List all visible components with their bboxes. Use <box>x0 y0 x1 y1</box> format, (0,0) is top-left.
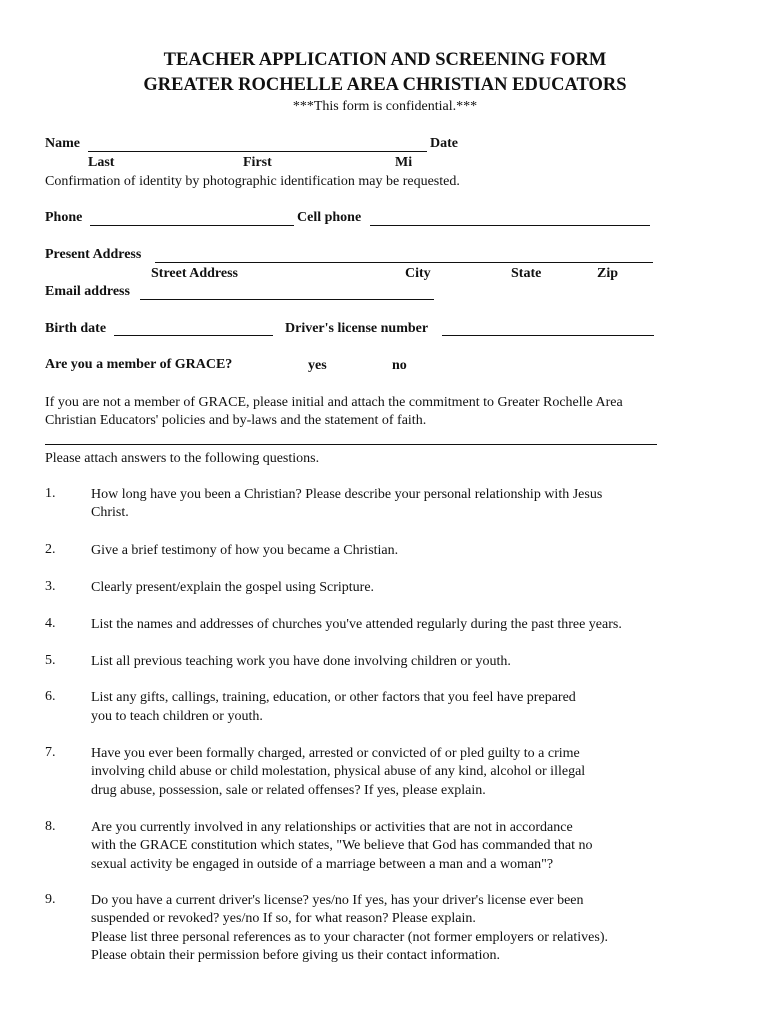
member-question: Are you a member of GRACE? <box>45 357 233 372</box>
question-text-line: Have you ever been formally charged, arrested or convicted of or pled guilty to a crime <box>91 746 580 761</box>
organization-title: GREATER ROCHELLE AREA CHRISTIAN EDUCATORS <box>143 75 627 95</box>
question-text-line: drug abuse, possession, sale or related offenses? If yes, please explain. <box>91 783 486 798</box>
question-text-line: Christ. <box>91 505 129 520</box>
zip-caption: Zip <box>597 266 619 281</box>
phone-field-line[interactable] <box>90 225 294 226</box>
question-text-line: sexual activity be engaged in outside of a marriage between a man and a woman"? <box>91 857 554 872</box>
cell-phone-field-line[interactable] <box>370 225 650 226</box>
question-text-line: How long have you been a Christian? Please describe your personal relationship with Jesus <box>91 487 603 502</box>
present-address-label: Present Address <box>45 247 142 262</box>
question-text-line: with the GRACE constitution which states, "We believe that God has commanded that no <box>91 838 593 853</box>
state-caption: State <box>511 266 542 281</box>
question-text-line: Please obtain their permission before giving us their contact information. <box>91 948 501 963</box>
identity-note: Confirmation of identity by photographic identification may be requested. <box>45 174 460 189</box>
question-number: 9. <box>45 892 56 907</box>
first-name-caption: First <box>243 155 272 170</box>
middle-initial-caption: Mi <box>395 155 413 170</box>
question-text-line: Are you currently involved in any relationships or activities that are not in accordance <box>91 820 573 835</box>
birth-date-label: Birth date <box>45 321 107 336</box>
birth-date-field-line[interactable] <box>114 335 273 336</box>
question-text-line: suspended or revoked? yes/no If so, for what reason? Please explain. <box>91 911 476 926</box>
email-label: Email address <box>45 284 130 299</box>
question-number: 5. <box>45 653 56 668</box>
drivers-license-field-line[interactable] <box>442 335 654 336</box>
question-text-line: involving child abuse or child molestation, physical abuse of any kind, alcohol or illegal <box>91 764 586 779</box>
attach-instructions: Please attach answers to the following questions. <box>45 451 320 466</box>
date-label: Date <box>430 136 458 151</box>
drivers-license-label: Driver's license number <box>285 321 429 336</box>
question-text-line: List all previous teaching work you have done involving children or youth. <box>91 654 511 669</box>
question-text-line: Please list three personal references as to your character (not former employers or relatives). <box>91 930 608 945</box>
member-no-option[interactable]: no <box>392 358 407 373</box>
question-number: 6. <box>45 689 56 704</box>
confidential-note: ***This form is confidential.*** <box>292 99 478 114</box>
nonmember-note-line1: If you are not a member of GRACE, please initial and attach the commitment to Greater Rochelle Area <box>45 395 623 410</box>
street-address-caption: Street Address <box>151 266 238 281</box>
question-number: 3. <box>45 579 56 594</box>
city-caption: City <box>405 266 431 281</box>
question-text-line: List the names and addresses of churches you've attended regularly during the past three years. <box>91 617 622 632</box>
question-number: 2. <box>45 542 56 557</box>
question-number: 8. <box>45 819 56 834</box>
name-label: Name <box>45 136 80 151</box>
question-text-line: Do you have a current driver's license? yes/no If yes, has your driver's license ever been <box>91 893 584 908</box>
phone-label: Phone <box>45 210 83 225</box>
nonmember-note-line2: Christian Educators' policies and by-laws and the statement of faith. <box>45 413 427 428</box>
question-text-line: Clearly present/explain the gospel using Scripture. <box>91 580 375 595</box>
member-yes-option[interactable]: yes <box>308 358 327 373</box>
email-field-line[interactable] <box>140 299 434 300</box>
last-name-caption: Last <box>88 155 115 170</box>
initial-field-line[interactable] <box>45 444 657 445</box>
form-title: TEACHER APPLICATION AND SCREENING FORM <box>163 50 607 70</box>
name-field-line[interactable] <box>88 151 427 152</box>
address-field-line[interactable] <box>155 262 653 263</box>
question-number: 4. <box>45 616 56 631</box>
cell-phone-label: Cell phone <box>297 210 362 225</box>
question-number: 7. <box>45 745 56 760</box>
question-text-line: Give a brief testimony of how you became a Christian. <box>91 543 399 558</box>
question-number: 1. <box>45 486 56 501</box>
question-text-line: List any gifts, callings, training, education, or other factors that you feel have prepared <box>91 690 576 705</box>
question-text-line: you to teach children or youth. <box>91 709 263 724</box>
